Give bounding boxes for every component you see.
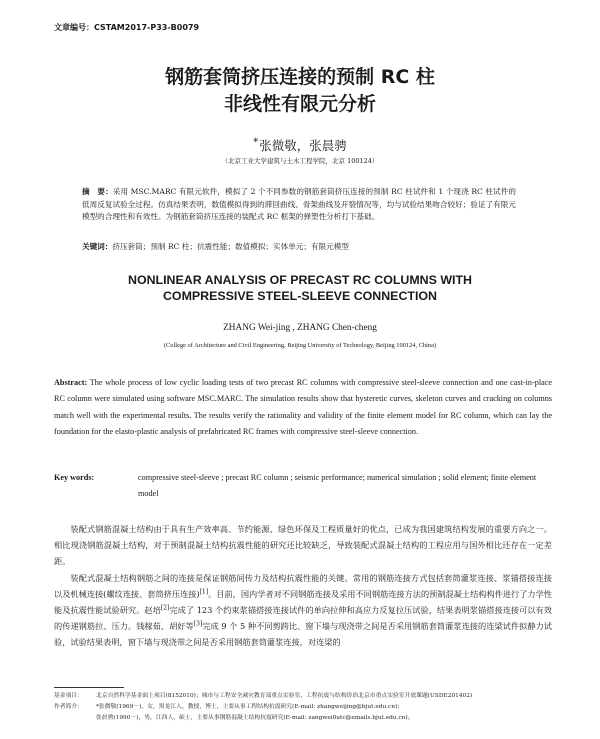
footnote-author-1: *张微敬(1969－)，女，黑龙江人，教授，博士，主要从事工程结构抗震研究(E-mail: zhangweijing@bjut.edu.cn)； [96,704,404,710]
footnote-funding [54,691,552,702]
footnote-funding-text: 北京自然科学基金面上项目(8152010)；城市与工程安全减灾教育部重点实验室、工程抗震与结构诊治北京市重点实验室开放课题(USDE201402) [96,693,473,699]
english-abstract [54,375,552,441]
chinese-title-line-2: 非线性有限元分析 [223,93,376,115]
body-text [54,521,552,651]
footnote-author-2: 张晨骋(1990－)，男，江西人，硕士，主要从事钢筋混凝土结构抗震研究(E-mail: zangwei0utc@emails.bjut.edu.cn)。 [96,715,414,721]
citation-1[interactable]: [1] [199,588,209,596]
footnotes [54,691,552,724]
body-paragraph-2 [54,570,552,651]
corresponding-author-mark: * [253,136,259,148]
body-paragraph-2-part-c: 完成了 123 个约束浆锚搭接连接试件的单向拉伸和高应力反复拉压试验，结果表明浆锚搭接连接可以有效的传递钢筋拉、压力。钱稼茹、胡好等 [54,605,552,632]
chinese-authors [0,136,600,154]
english-title-line-2: COMPRESSIVE STEEL-SLEEVE CONNECTION [162,289,437,303]
chinese-keywords-label: 关键词： [82,242,113,251]
body-paragraph-2-part-a: 装配式混凝土结构钢筋之间的连接是保证钢筋间传力及结构抗震性能的关键。常用的钢筋连接方式包括套筒灌浆连接、浆锚搭接连接以及机械连接(螺纹连接、套筒挤压连接) [54,572,552,599]
body-paragraph-1: 装配式钢筋混凝土结构由于具有生产效率高、节约能源、绿色环保及工程质量好的优点，已成为我国建筑结构发展的重要方向之一。相比现浇钢筋混凝土结构，对于预制混凝土结构抗震性能的研究还比较缺乏，导致装配式混凝土结构的工程应用与国外相比还存在一定差距。 [54,524,552,567]
footnote-funding-label: 基金项目： [54,693,83,699]
body-paragraph-2-part-b: 。目前，国内学者对不同钢筋连接及采用不同钢筋连接方法的预制混凝土结构构件进行了力学性能及抗震性能试验研究。赵培 [54,588,552,616]
chinese-abstract-text: 采用 MSC.MARC 有限元软件，模拟了 2 个不同参数的钢筋套筒挤压连接的预制 RC 柱试件和 1 个现浇 RC 柱试件的低周反复试验全过程。仿真结果表明，数值模拟得到的滞回曲线、骨架曲线及开裂情况等，均与试验结果吻合较好；验证了有限元模型的合理性和有效性。为钢筋套筒挤压连接的装配式 RC 框架的弹塑性分析打下基础。 [82,187,517,222]
footnote-author-label: 作者简介： [54,704,83,710]
chinese-title-line-1: 钢筋套筒挤压连接的预制 RC 柱 [165,66,435,88]
body-paragraph-2-part-d: 完成 9 个 5 种不同剪跨比、窗下墙与现浇带之间是否采用钢筋套筒灌浆连接的连梁试件拟静力试验，试验结果表明，窗下墙与现浇带之间是否采用钢筋套筒灌浆连接，对连梁的 [54,621,552,648]
chinese-author-names: 张微敬，张晨骋 [259,138,347,153]
chinese-keywords [82,241,516,253]
english-authors: ZHANG Wei-jing , ZHANG Chen-cheng [223,323,377,333]
english-abstract-text: The whole process of low cyclic loading tests of two precast RC columns with compressive steel-sleeve connection and one cast-in-place RC column were simulated using software MSC.MARC. The simulation results show that hysteretic curves, skeleton curves and cracking on columns match well with the experimental results. The results verify the rationality and validity of the finite element model for RC column, which can lay the foundation for the elasto-plastic analysis of prefabricated RC frames with compressive steel-sleeve connection. [54,378,552,437]
citation-3[interactable]: [3] [193,620,203,628]
english-keywords-label: Key words: [54,473,95,482]
chinese-affiliation: （北京工业大学建筑与土木工程学院，北京 100124） [221,157,379,165]
english-keywords [54,470,552,502]
chinese-abstract-label: 摘 要： [82,187,113,196]
citation-2[interactable]: [2] [160,604,170,612]
footnote-author-info [54,702,552,713]
footnote-divider [54,687,124,688]
article-id: 文章编号：CSTAM2017-P33-B0079 [54,23,200,32]
chinese-title [0,64,600,118]
chinese-keywords-text: 挤压套筒；预制 RC 柱；抗震性能；数值模拟；实体单元；有限元模型 [112,242,349,251]
english-keywords-text: compressive steel-sleeve ; precast RC column ; seismic performance; numerical simulation ; solid element; finite element model [138,473,537,498]
english-title-line-1: NONLINEAR ANALYSIS OF PRECAST RC COLUMNS WITH [128,273,472,287]
english-affiliation: (College of Architecture and Civil Engineering, Beijing University of Technology, Beijing 100124, China) [163,342,437,349]
chinese-abstract [82,186,516,224]
english-abstract-label: Abstract: [54,378,88,387]
english-title [0,272,600,304]
footnote-author-info-2 [54,713,552,724]
